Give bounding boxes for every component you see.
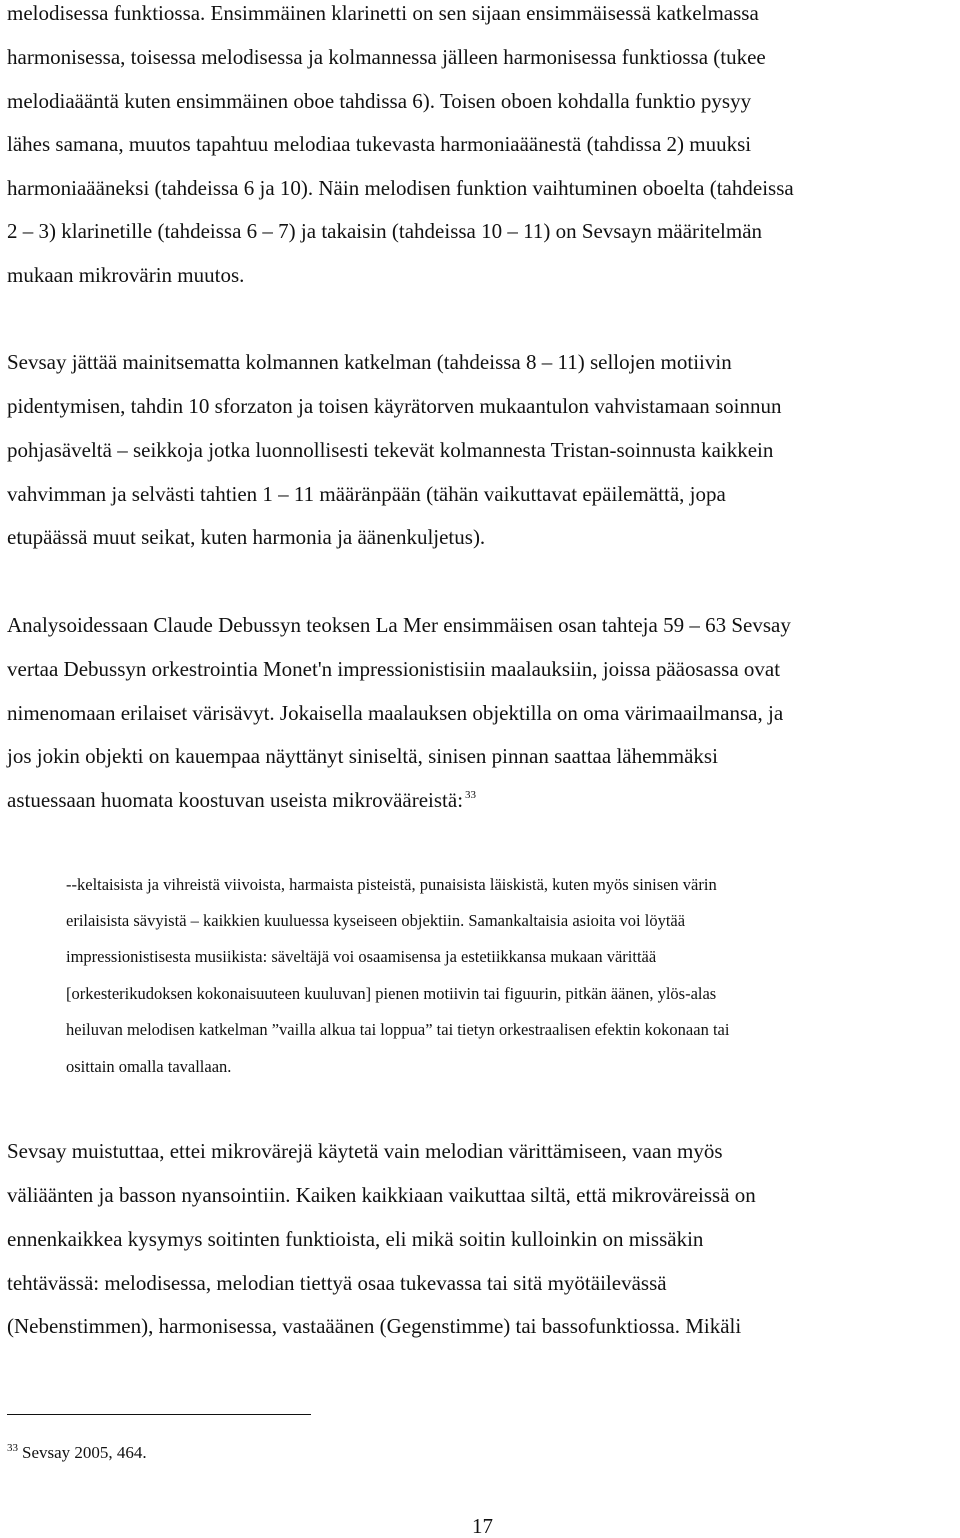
page-number: 17	[472, 1514, 493, 1538]
text-line: nimenomaan erilaiset värisävyt. Jokaisella maalauksen objektilla on oma värimaailmansa, ja	[7, 701, 784, 725]
footnote	[7, 1444, 147, 1461]
text-line: 2 – 3) klarinetille (tahdeissa 6 – 7) ja takaisin (tahdeissa 10 – 11) on Sevsayn määritelmän	[7, 219, 763, 243]
text-line: jos jokin objekti on kauempaa näyttänyt siniseltä, sinisen pinnan saattaa lähemmäksi	[7, 744, 718, 768]
quote-line: heiluvan melodisen katkelman ”vailla alkua tai loppua” tai tietyn orkestraalisen efektin kokonaan tai	[66, 1020, 730, 1039]
text-line: ennenkaikkea kysymys soitinten funktioista, eli mikä soitin kulloinkin on missäkin	[7, 1227, 704, 1251]
footnote-text: Sevsay 2005, 464.	[22, 1443, 147, 1462]
text-line: Analysoidessaan Claude Debussyn teoksen La Mer ensimmäisen osan tahteja 59 – 63 Sevsay	[7, 613, 791, 637]
text-line: pidentymisen, tahdin 10 sforzaton ja toisen käyrätorven mukaantulon vahvistamaan soinnun	[7, 394, 782, 418]
text-line: astuessaan huomata koostuvan useista mikrovääreistä:	[7, 788, 464, 812]
text-line: lähes samana, muutos tapahtuu melodiaa tukevasta harmoniaäänestä (tahdissa 2) muuksi	[7, 132, 752, 156]
text-line: harmonisessa, toisessa melodisessa ja kolmannessa jälleen harmonisessa funktiossa (tukee	[7, 45, 766, 69]
text-line: melodiaääntä kuten ensimmäinen oboe tahdissa 6). Toisen oboen kohdalla funktio pysyy	[7, 89, 752, 113]
quote-line: --keltaisista ja vihreistä viivoista, harmaista pisteistä, punaisista läiskistä, kuten myös sinisen värin	[66, 875, 717, 894]
text-line: tehtävässä: melodisessa, melodian tiettyä osaa tukevassa tai sitä myötäilevässä	[7, 1271, 667, 1295]
text-line: etupäässä muut seikat, kuten harmonia ja äänenkuljetus).	[7, 525, 486, 549]
quote-line: osittain omalla tavallaan.	[66, 1057, 232, 1076]
text-line: harmoniaääneksi (tahdeissa 6 ja 10). Näin melodisen funktion vaihtuminen oboelta (tahdeissa	[7, 176, 794, 200]
quote-line: [orkesterikudoksen kokonaisuuteen kuuluvan] pienen motiivin tai figuurin, pitkän äänen, ylös-alas	[66, 984, 717, 1003]
text-line: Sevsay jättää mainitsematta kolmannen katkelman (tahdeissa 8 – 11) sellojen motiivin	[7, 350, 732, 374]
text-line: melodisessa funktiossa. Ensimmäinen klarinetti on sen sijaan ensimmäisessä katkelmassa	[7, 1, 759, 25]
footnote-separator	[7, 1414, 311, 1415]
text-line: vahvimman ja selvästi tahtien 1 – 11 määränpään (tähän vaikuttavat epäilemättä, jopa	[7, 482, 726, 506]
text-line-with-footnote	[7, 790, 476, 811]
text-line: väliäänten ja basson nyansointiin. Kaiken kaikkiaan vaikuttaa siltä, että mikroväreissä on	[7, 1183, 756, 1207]
text-line: mukaan mikrovärin muutos.	[7, 263, 245, 287]
footnote-reference[interactable]: 33	[465, 789, 477, 801]
text-line: (Nebenstimmen), harmonisessa, vastaäänen (Gegenstimme) tai bassofunktiossa. Mikäli	[7, 1314, 742, 1338]
text-line: vertaa Debussyn orkestrointia Monet'n impressionistisiin maalauksiin, joissa pääosassa ovat	[7, 657, 781, 681]
footnote-number: 33	[7, 1442, 18, 1454]
quote-line: impressionistisesta musiikista: säveltäjä voi osaamisensa ja estetiikkansa mukaan värittää	[66, 947, 657, 966]
text-line: pohjasäveltä – seikkoja jotka luonnollisesti tekevät kolmannesta Tristan-soinnusta kaikkein	[7, 438, 774, 462]
text-line: Sevsay muistuttaa, ettei mikrovärejä käytetä vain melodian värittämiseen, vaan myös	[7, 1139, 723, 1163]
quote-line: erilaisista sävyistä – kaikkien kuuluessa kyseiseen objektiin. Samankaltaisia asioita voi löytää	[66, 911, 686, 930]
